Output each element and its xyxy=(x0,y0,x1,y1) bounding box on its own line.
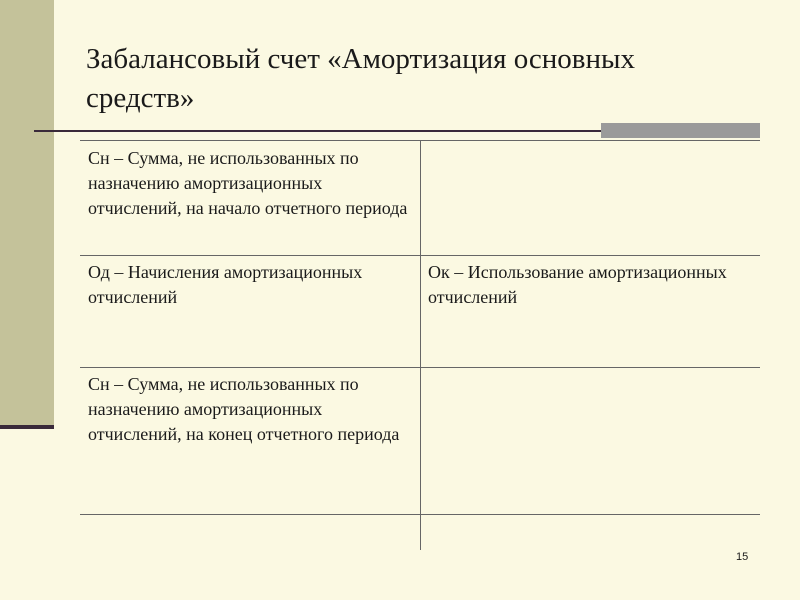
slide-title: Забалансовый счет «Амортизация основных средств» xyxy=(86,43,636,114)
cell-debit-turnover: Од – Начисления амортизационных отчислений xyxy=(88,262,363,307)
cell-opening-balance: Сн – Сумма, не использованных по назначению амортизационных отчислений, на начало отчетного периода xyxy=(88,148,408,218)
title-divider-accent xyxy=(601,123,760,138)
table-column-divider xyxy=(420,140,421,550)
side-decoration-bar xyxy=(0,0,54,427)
page-number: 15 xyxy=(736,551,749,563)
cell-closing-balance: Сн – Сумма, не использованных по назначению амортизационных отчислений, на конец отчетного периода xyxy=(88,374,400,444)
side-decoration-edge xyxy=(0,425,54,429)
cell-credit-turnover: Ок – Использование амортизационных отчислений xyxy=(428,262,727,307)
